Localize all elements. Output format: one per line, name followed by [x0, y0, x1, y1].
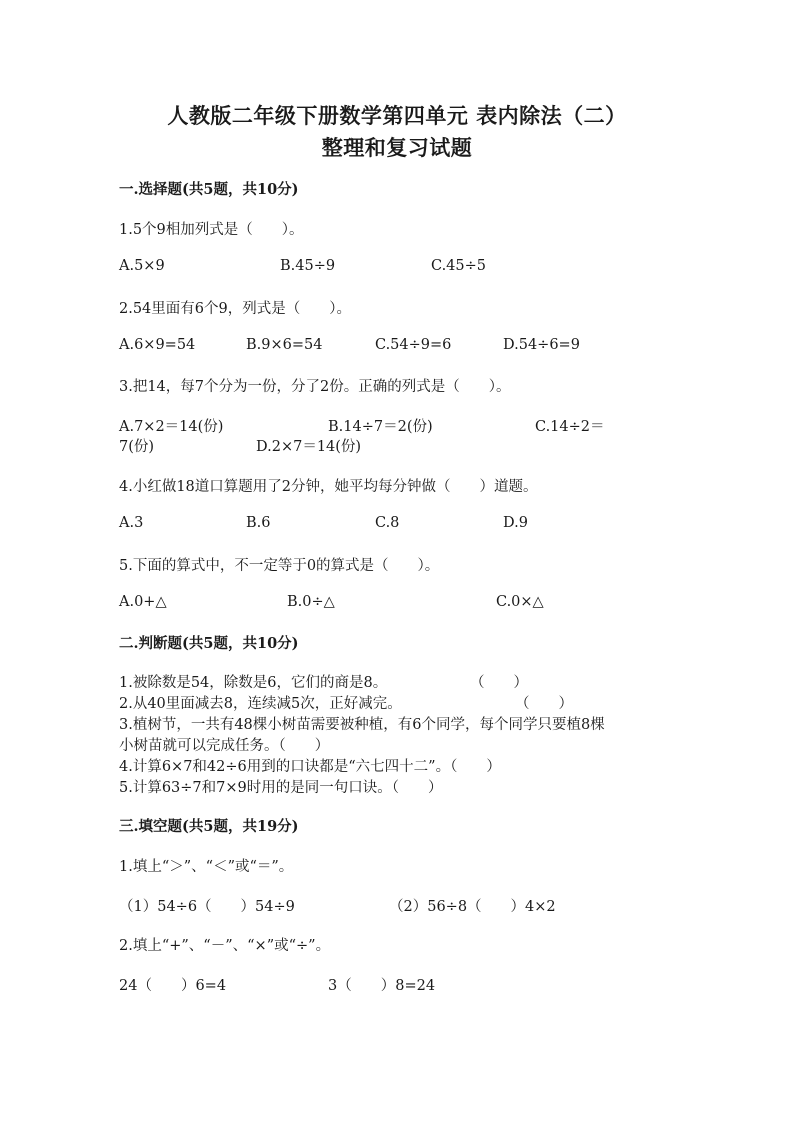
option-d: D.2×7＝14(份) [256, 439, 362, 455]
option-c: C.14÷2＝ [535, 419, 605, 435]
page-subtitle: 整理和复习试题 [321, 135, 473, 160]
question-3: 3.把14，每7个分为一份，分了2份。正确的列式是（ ）。 [119, 379, 511, 395]
judgement-item-3: 3.植树节，一共有48棵小树苗需要被种植，有6个同学，每个同学只要植8棵 [119, 717, 605, 733]
fill-question-2: 2.填上“+”、“－”、“×”或“÷”。 [119, 938, 331, 954]
judgement-item-1: 1.被除数是54，除数是6，它们的商是8。 [119, 675, 388, 691]
fill-part-2: （2）56÷8（ ）4×2 [389, 899, 556, 915]
answer-blank: （ ） [470, 675, 528, 691]
section-heading-fill: 三.填空题(共5题，共19分) [119, 818, 299, 835]
option-b: B.0÷△ [287, 594, 335, 610]
option-a: A.7×2＝14(份) [119, 419, 224, 435]
judgement-item-4: 4.计算6×7和42÷6用到的口诀都是“六七四十二”。（ ） [119, 759, 501, 775]
fill-part-1: （1）54÷6（ ）54÷9 [119, 899, 295, 915]
option-b: B.9×6=54 [246, 337, 323, 353]
section-heading-judgement: 二.判断题(共5题，共10分) [119, 635, 299, 652]
fill-question-1: 1.填上“＞”、“＜”或“＝”。 [119, 859, 294, 875]
judgement-item-2: 2.从40里面减去8，连续减5次，正好减完。 [119, 696, 402, 712]
question-4: 4.小红做18道口算题用了2分钟，她平均每分钟做（ ）道题。 [119, 479, 538, 495]
answer-blank: （ ） [515, 696, 573, 712]
option-a: A.0+△ [119, 594, 167, 610]
option-c: C.8 [375, 515, 400, 531]
page-title: 人教版二年级下册数学第四单元 表内除法（二） [167, 103, 627, 128]
option-a: A.6×9=54 [119, 337, 196, 353]
option-c-continued: 7(份) [119, 439, 155, 455]
question-1: 1.5个9相加列式是（ ）。 [119, 222, 304, 238]
question-5: 5.下面的算式中，不一定等于0的算式是（ ）。 [119, 558, 440, 574]
option-c: C.54÷9=6 [375, 337, 452, 353]
option-a: A.5×9 [119, 258, 165, 274]
option-b: B.14÷7＝2(份) [328, 419, 433, 435]
option-b: B.45÷9 [280, 258, 336, 274]
option-d: D.54÷6=9 [503, 337, 580, 353]
judgement-item-5: 5.计算63÷7和7×9时用的是同一句口诀。（ ） [119, 780, 443, 796]
option-b: B.6 [246, 515, 271, 531]
option-d: D.9 [503, 515, 528, 531]
fill-part-2: 3（ ）8=24 [328, 978, 436, 994]
judgement-item-3-continued: 小树苗就可以完成任务。（ ） [119, 738, 330, 754]
question-2: 2.54里面有6个9，列式是（ ）。 [119, 301, 351, 317]
option-c: C.45÷5 [431, 258, 487, 274]
option-a: A.3 [119, 515, 144, 531]
fill-part-1: 24（ ）6=4 [119, 978, 227, 994]
section-heading-choice: 一.选择题(共5题，共10分) [119, 181, 299, 198]
option-c: C.0×△ [496, 594, 544, 610]
